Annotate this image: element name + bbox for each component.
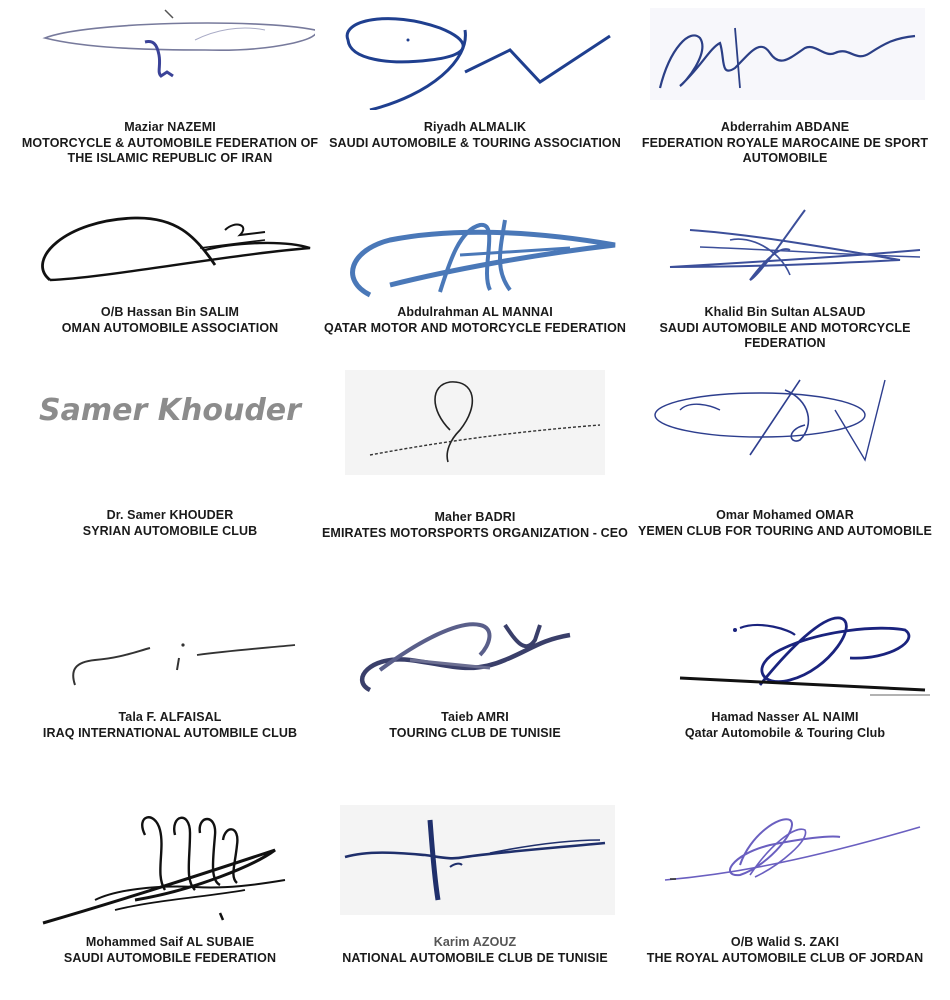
signatory-name: Khalid Bin Sultan ALSAUD <box>704 305 866 319</box>
signatory-label <box>315 510 635 541</box>
handwritten-signature <box>25 600 315 695</box>
signatory-label <box>315 120 635 151</box>
signatory-name: Taieb AMRI <box>441 710 509 724</box>
handwritten-signature <box>330 805 620 915</box>
signatory-organization: SYRIAN AUTOMOBILE CLUB <box>82 523 258 538</box>
handwritten-signature <box>330 370 620 475</box>
signatory-organization: EMIRATES MOTORSPORTS ORGANIZATION - CEO <box>322 525 628 540</box>
signature-image <box>640 370 930 470</box>
signature-image <box>25 805 315 925</box>
handwritten-signature <box>640 8 930 100</box>
signature-image <box>25 0 315 110</box>
signatory-label <box>625 935 945 966</box>
signatory-organization: YEMEN CLUB FOR TOURING AND AUTOMOBILE <box>638 523 932 538</box>
signatory-organization: MOTORCYCLE & AUTOMOBILE FEDERATION OF THE ISLAMIC REPUBLIC OF IRAN <box>21 135 319 165</box>
handwritten-signature <box>330 200 620 300</box>
signatory-name: Tala F. ALFAISAL <box>118 710 222 724</box>
signatory-name: Hamad Nasser AL NAIMI <box>711 710 859 724</box>
handwritten-signature <box>25 200 315 290</box>
signature-image <box>330 0 620 110</box>
signatory-organization: THE ROYAL AUTOMOBILE CLUB OF JORDAN <box>646 950 924 965</box>
signature-image <box>640 805 930 915</box>
signatory-name: O/B Walid S. ZAKI <box>730 935 840 949</box>
signatory-organization: TOURING CLUB DE TUNISIE <box>389 725 561 740</box>
signatory-label <box>625 120 945 167</box>
handwritten-signature <box>25 805 315 925</box>
signatory-name: Riyadh ALMALIK <box>423 120 527 134</box>
signatory-name: Mohammed Saif AL SUBAIE <box>85 935 255 949</box>
signature-image <box>330 805 620 915</box>
signature-image <box>640 8 930 100</box>
signatory-label <box>10 935 330 966</box>
signatory-organization: OMAN AUTOMOBILE ASSOCIATION <box>61 320 279 335</box>
typed-signature-text: Samer Khouder <box>39 393 301 428</box>
signatory-label <box>315 305 635 336</box>
handwritten-signature <box>640 205 930 295</box>
signature-image <box>330 600 620 700</box>
signatory-name: Karim AZOUZ <box>433 935 517 949</box>
signatory-organization: SAUDI AUTOMOBILE AND MOTORCYCLE FEDERATION <box>659 320 911 350</box>
signatory-label <box>625 710 945 741</box>
handwritten-signature <box>330 0 620 110</box>
signatory-organization: SAUDI AUTOMOBILE FEDERATION <box>63 950 277 965</box>
signatory-name: Maher BADRI <box>434 510 516 524</box>
handwritten-signature <box>330 600 620 700</box>
signatory-name: Dr. Samer KHOUDER <box>106 508 234 522</box>
signatory-organization: NATIONAL AUTOMOBILE CLUB DE TUNISIE <box>342 950 608 965</box>
handwritten-signature <box>25 0 315 110</box>
signature-image <box>330 200 620 300</box>
signatory-label <box>10 120 330 167</box>
typed-signature <box>25 370 315 450</box>
signatory-name: Omar Mohamed OMAR <box>716 508 854 522</box>
signatory-label <box>10 710 330 741</box>
signatory-label <box>625 508 945 539</box>
signature-image <box>330 370 620 475</box>
signatory-name: Abderrahim ABDANE <box>720 120 850 134</box>
signatory-label <box>315 710 635 741</box>
signature-image <box>640 600 930 705</box>
signatory-label <box>315 935 635 966</box>
signatory-name: Abdulrahman AL MANNAI <box>397 305 553 319</box>
signatory-label <box>10 508 330 539</box>
signatory-organization: Qatar Automobile & Touring Club <box>684 725 886 740</box>
handwritten-signature <box>640 805 930 915</box>
signatory-organization: SAUDI AUTOMOBILE & TOURING ASSOCIATION <box>329 135 621 150</box>
handwritten-signature <box>640 370 930 470</box>
signature-image <box>640 205 930 295</box>
signatory-label <box>625 305 945 352</box>
signatory-organization: QATAR MOTOR AND MOTORCYCLE FEDERATION <box>323 320 627 335</box>
signature-image <box>25 200 315 290</box>
signatory-label <box>10 305 330 336</box>
signatory-name: Maziar NAZEMI <box>124 120 216 134</box>
handwritten-signature <box>640 600 930 705</box>
signatory-name: O/B Hassan Bin SALIM <box>100 305 240 319</box>
signature-image <box>25 600 315 695</box>
signatory-organization: IRAQ INTERNATIONAL AUTOMBILE CLUB <box>42 725 298 740</box>
signatory-organization: FEDERATION ROYALE MAROCAINE DE SPORT AUTOMOBILE <box>641 135 929 165</box>
signature-image <box>25 370 315 450</box>
